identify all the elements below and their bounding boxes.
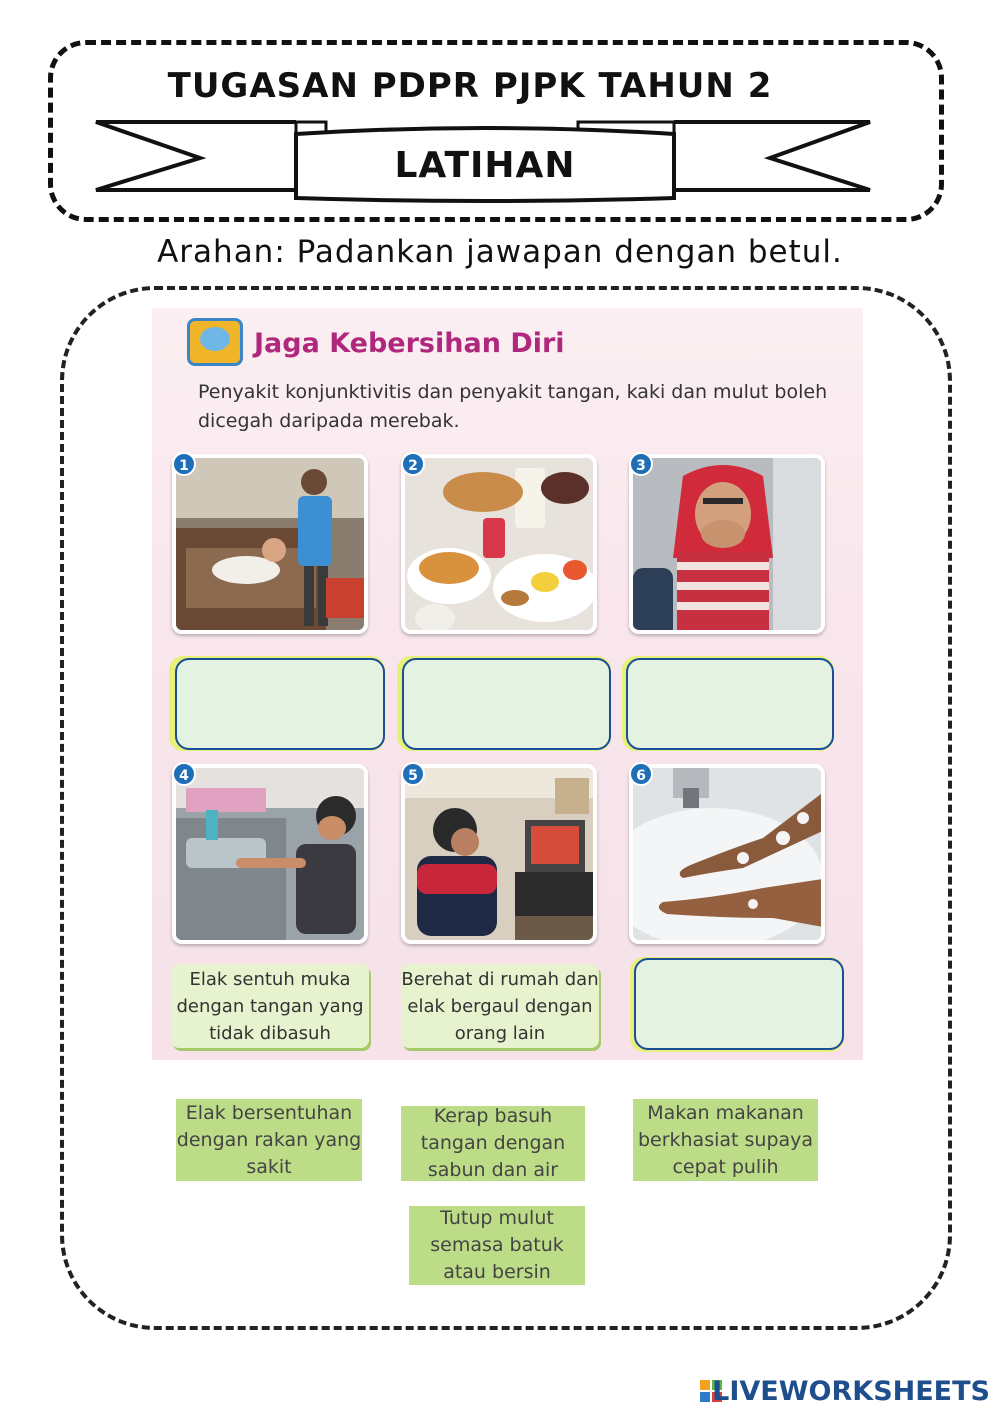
answer-slot-1[interactable] (175, 658, 385, 750)
given-label-5: Berehat di rumah dan elak bergaul dengan orang lain (401, 964, 599, 1048)
ribbon-label: LATIHAN (394, 145, 576, 186)
photo-number-3: 3 (629, 452, 653, 476)
book-description: Penyakit konjunktivitis dan penyakit tangan, kaki dan mulut boleh dicegah daripada merebak. (198, 381, 828, 432)
option-eat-nutritious[interactable]: Makan makanan berkhasiat supaya cepat pulih (633, 1099, 818, 1181)
resting-at-home-photo (401, 764, 597, 944)
photo-number-4: 4 (172, 762, 196, 786)
photo-number-5: 5 (401, 762, 425, 786)
instruction-text: Arahan: Padankan jawapan dengan betul. (157, 234, 843, 270)
option-avoid-contact[interactable]: Elak bersentuhan dengan rakan yang sakit (176, 1099, 362, 1181)
worksheet-title: TUGASAN PDPR PJPK TAHUN 2 (167, 66, 773, 106)
photo-number-1: 1 (172, 452, 196, 476)
photo-number-2: 2 (401, 452, 425, 476)
washing-at-sink-photo (172, 764, 368, 944)
photo-number-6: 6 (629, 762, 653, 786)
covering-cough-photo (629, 454, 825, 634)
brand-name: LIVEWORKSHEETS (712, 1376, 990, 1407)
given-label-4: Elak sentuh muka dengan tangan yang tidak dibasuh (171, 964, 369, 1048)
sick-child-photo (172, 454, 368, 634)
soapy-hands-photo (629, 764, 825, 944)
answer-slot-3[interactable] (626, 658, 834, 750)
option-wash-hands[interactable]: Kerap basuh tangan dengan sabun dan air (401, 1106, 585, 1181)
healthy-breakfast-photo (401, 454, 597, 634)
option-cover-mouth[interactable]: Tutup mulut semasa batuk atau bersin (409, 1206, 585, 1285)
book-logo-icon (187, 318, 243, 366)
answer-slot-6[interactable] (634, 958, 844, 1050)
answer-slot-2[interactable] (402, 658, 611, 750)
book-heading: Jaga Kebersihan Diri (254, 328, 565, 359)
